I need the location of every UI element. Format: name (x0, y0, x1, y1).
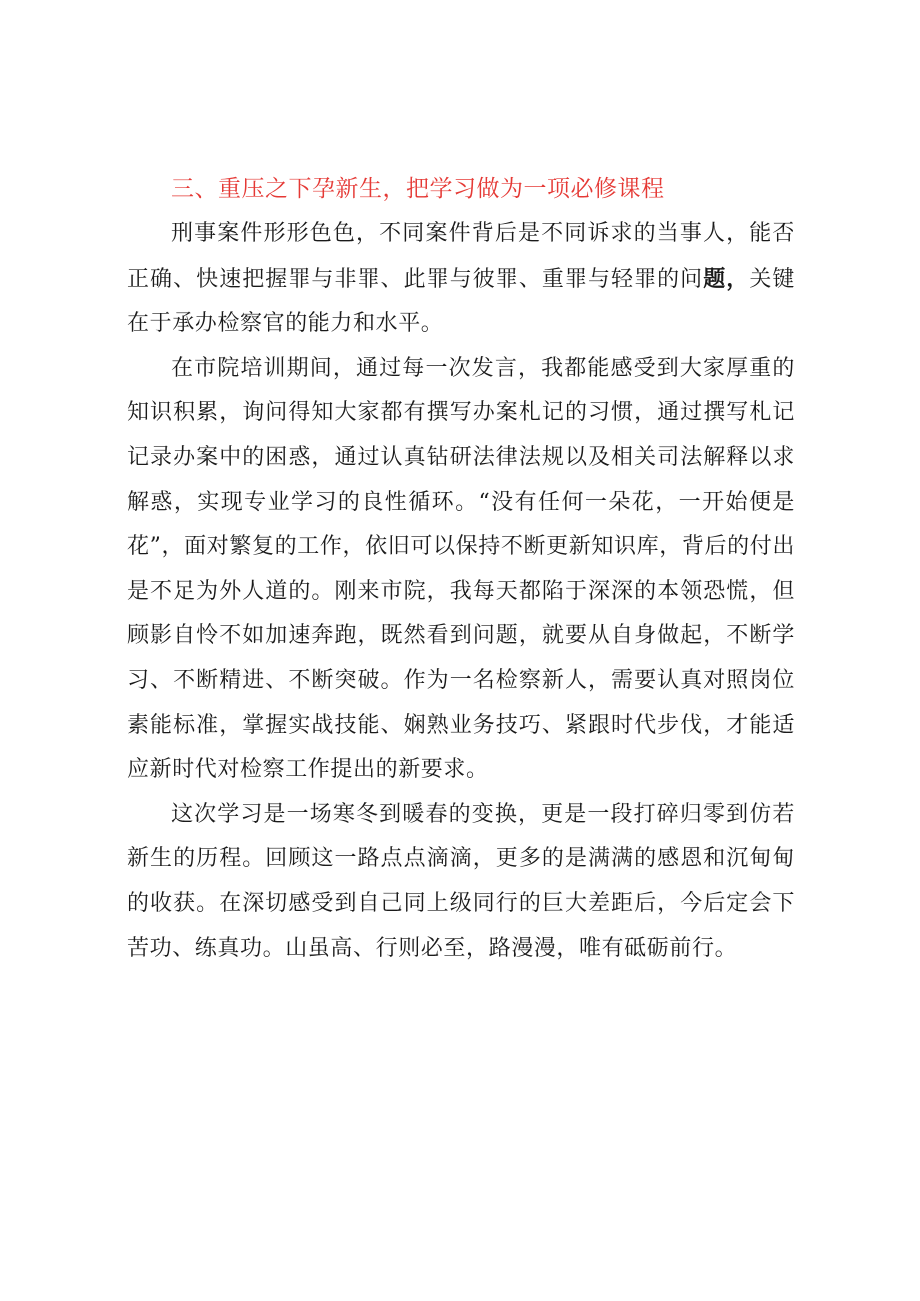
paragraph-1-text-end: 关键在于承办检察官的能力和水平。 (127, 266, 795, 337)
paragraph-1-text-start: 刑事案件形形色色，不同案件背后是不同诉求的当事人，能否正确、快速把握罪与非罪、此罪与彼罪、重罪与轻罪的问 (127, 221, 795, 292)
paragraph-3: 这次学习是一场寒冬到暖春的变换，更是一段打碎归零到仿若新生的历程。回顾这一路点点滴滴，更多的是满满的感恩和沉甸甸的收获。在深切感受到自己同上级同行的巨大差距后，今后定会下苦功、练真功。山虽高、行则必至，路漫漫，唯有砥砺前行。 (127, 801, 795, 961)
section-heading: 三、重压之下孕新生，把学习做为一项必修课程 (171, 176, 665, 202)
document-body (127, 166, 795, 971)
paragraph-1 (127, 212, 795, 347)
paragraph-2: 在市院培训期间，通过每一次发言，我都能感受到大家厚重的知识积累，询问得知大家都有撰写办案札记的习惯，通过撰写札记记录办案中的困惑，通过认真钻研法律法规以及相关司法解释以求解惑，实现专业学习的良性循环。“没有任何一朵花，一开始便是花”，面对繁复的工作，依旧可以保持不断更新知识库，背后的付出是不足为外人道的。刚来市院，我每天都陷于深深的本领恐慌，但顾影自怜不如加速奔跑，既然看到问题，就要从自身做起，不断学习、不断精进、不断突破。作为一名检察新人，需要认真对照岗位素能标准，掌握实战技能、娴熟业务技巧、紧跟时代步伐，才能适应新时代对检察工作提出的新要求。 (127, 355, 795, 783)
paragraph-1-emphasis: 题， (703, 265, 750, 292)
